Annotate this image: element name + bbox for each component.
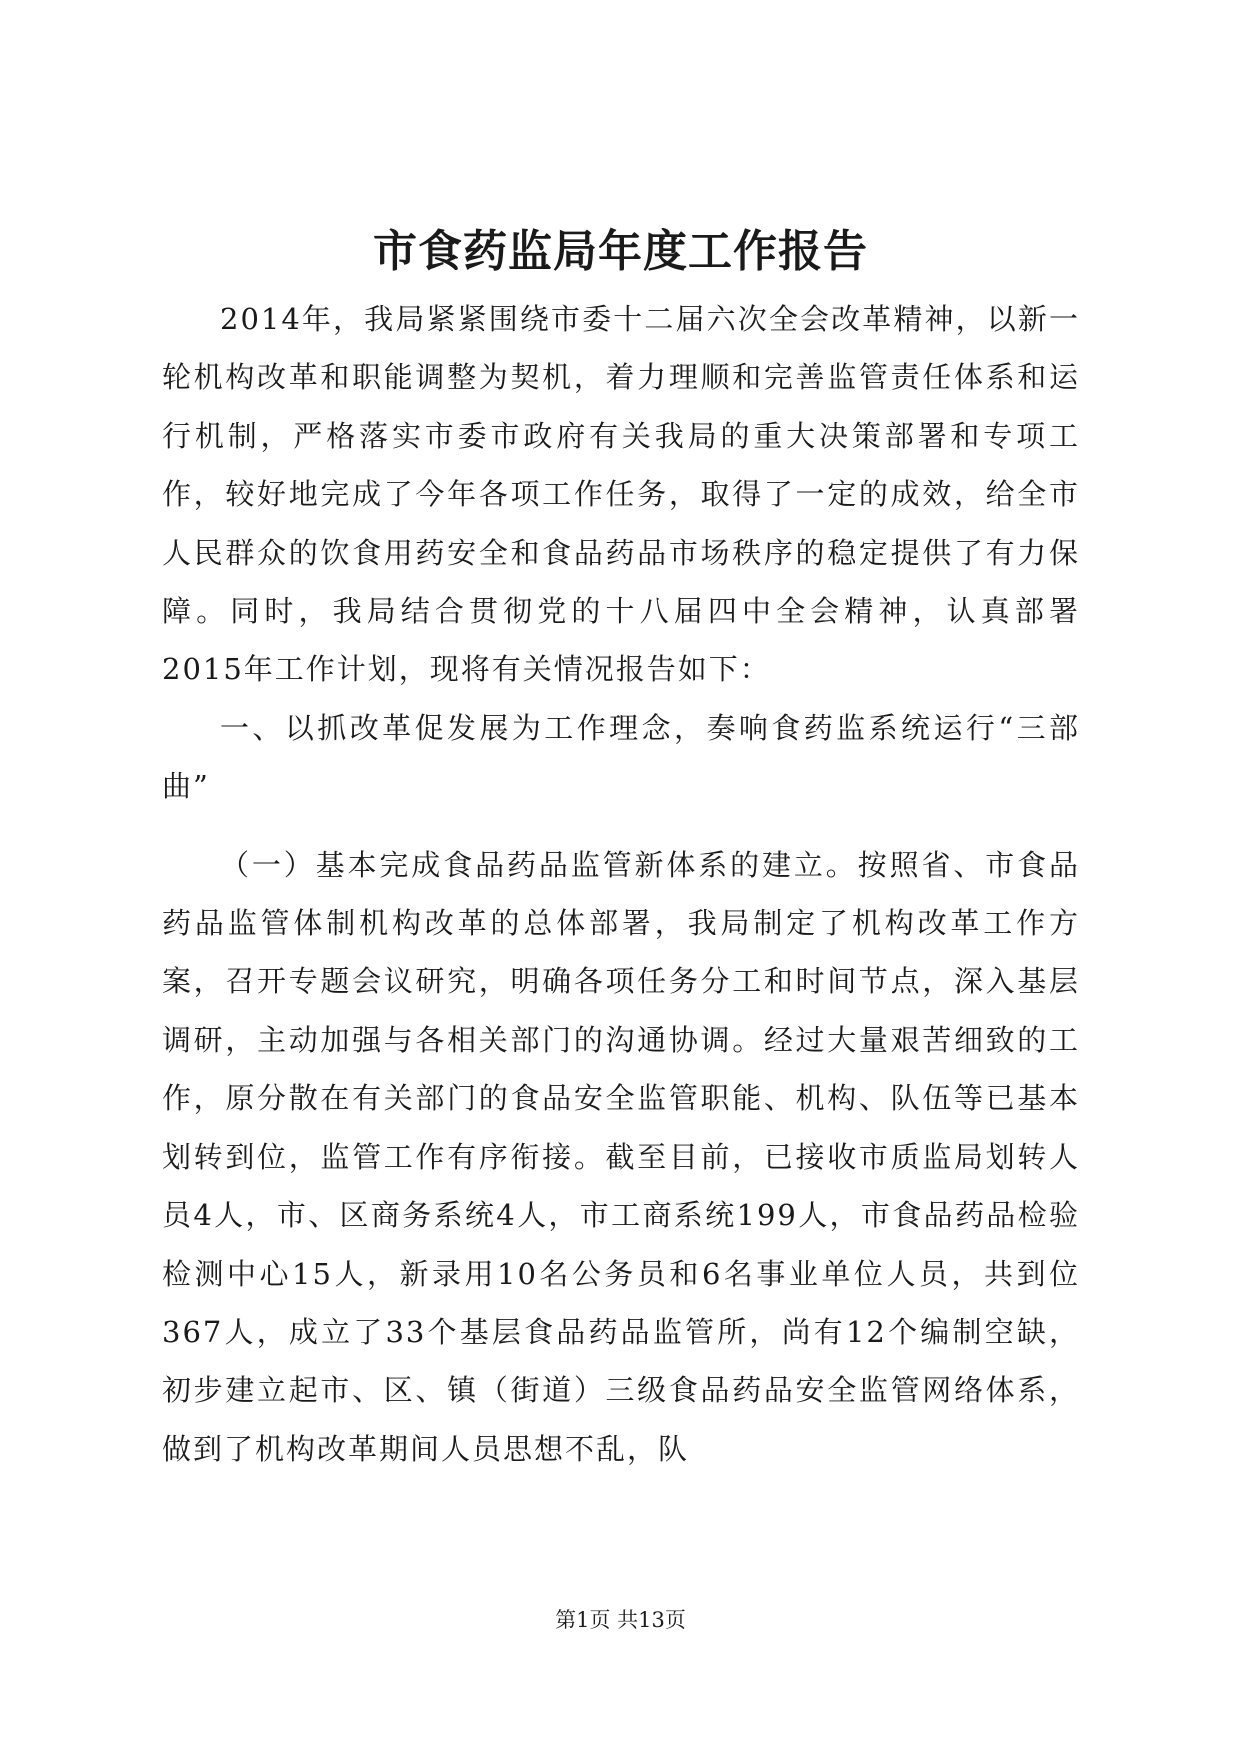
section-heading-one: 一、以抓改革促发展为工作理念，奏响食药监系统运行“三部曲” bbox=[162, 710, 1080, 804]
paragraph-intro: 2014年，我局紧紧围绕市委十二届六次全会改革精神，以新一轮机构改革和职能调整为契机，着力理顺和完善监管责任体系和运行机制，严格落实市委市政府有关我局的重大决策部署和专项工作，较好地完成了今年各项工作任务，取得了一定的成效，给全市人民群众的饮食用药安全和食品药品市场秩序的稳定提供了有力保障。同时，我局结合贯彻党的十八届四中全会精神，认真部署2015年工作计划，现将有关情况报告如下： bbox=[162, 302, 1080, 687]
paragraph-subsection-one: （一）基本完成食品药品监管新体系的建立。按照省、市食品药品监管体制机构改革的总体部署，我局制定了机构改革工作方案，召开专题会议研究，明确各项任务分工和时间节点，深入基层调研，主动加强与各相关部门的沟通协调。经过大量艰苦细致的工作，原分散在有关部门的食品安全监管职能、机构、队伍等已基本划转到位，监管工作有序衔接。截至目前，已接收市质监局划转人员4人，市、区商务系统4人，市工商系统199人，市食品药品检验检测中心15人，新录用10名公务员和6名事业单位人员，共到位367人，成立了33个基层食品药品监管所，尚有12个编制空缺，初步建立起市、区、镇（街道）三级食品药品安全监管网络体系，做到了机构改革期间人员思想不乱，队 bbox=[162, 847, 1080, 1466]
document-body bbox=[162, 290, 1080, 1478]
page-number-footer: 第1页 共13页 bbox=[555, 1608, 686, 1632]
document-title: 市食药监局年度工作报告 bbox=[373, 226, 868, 277]
